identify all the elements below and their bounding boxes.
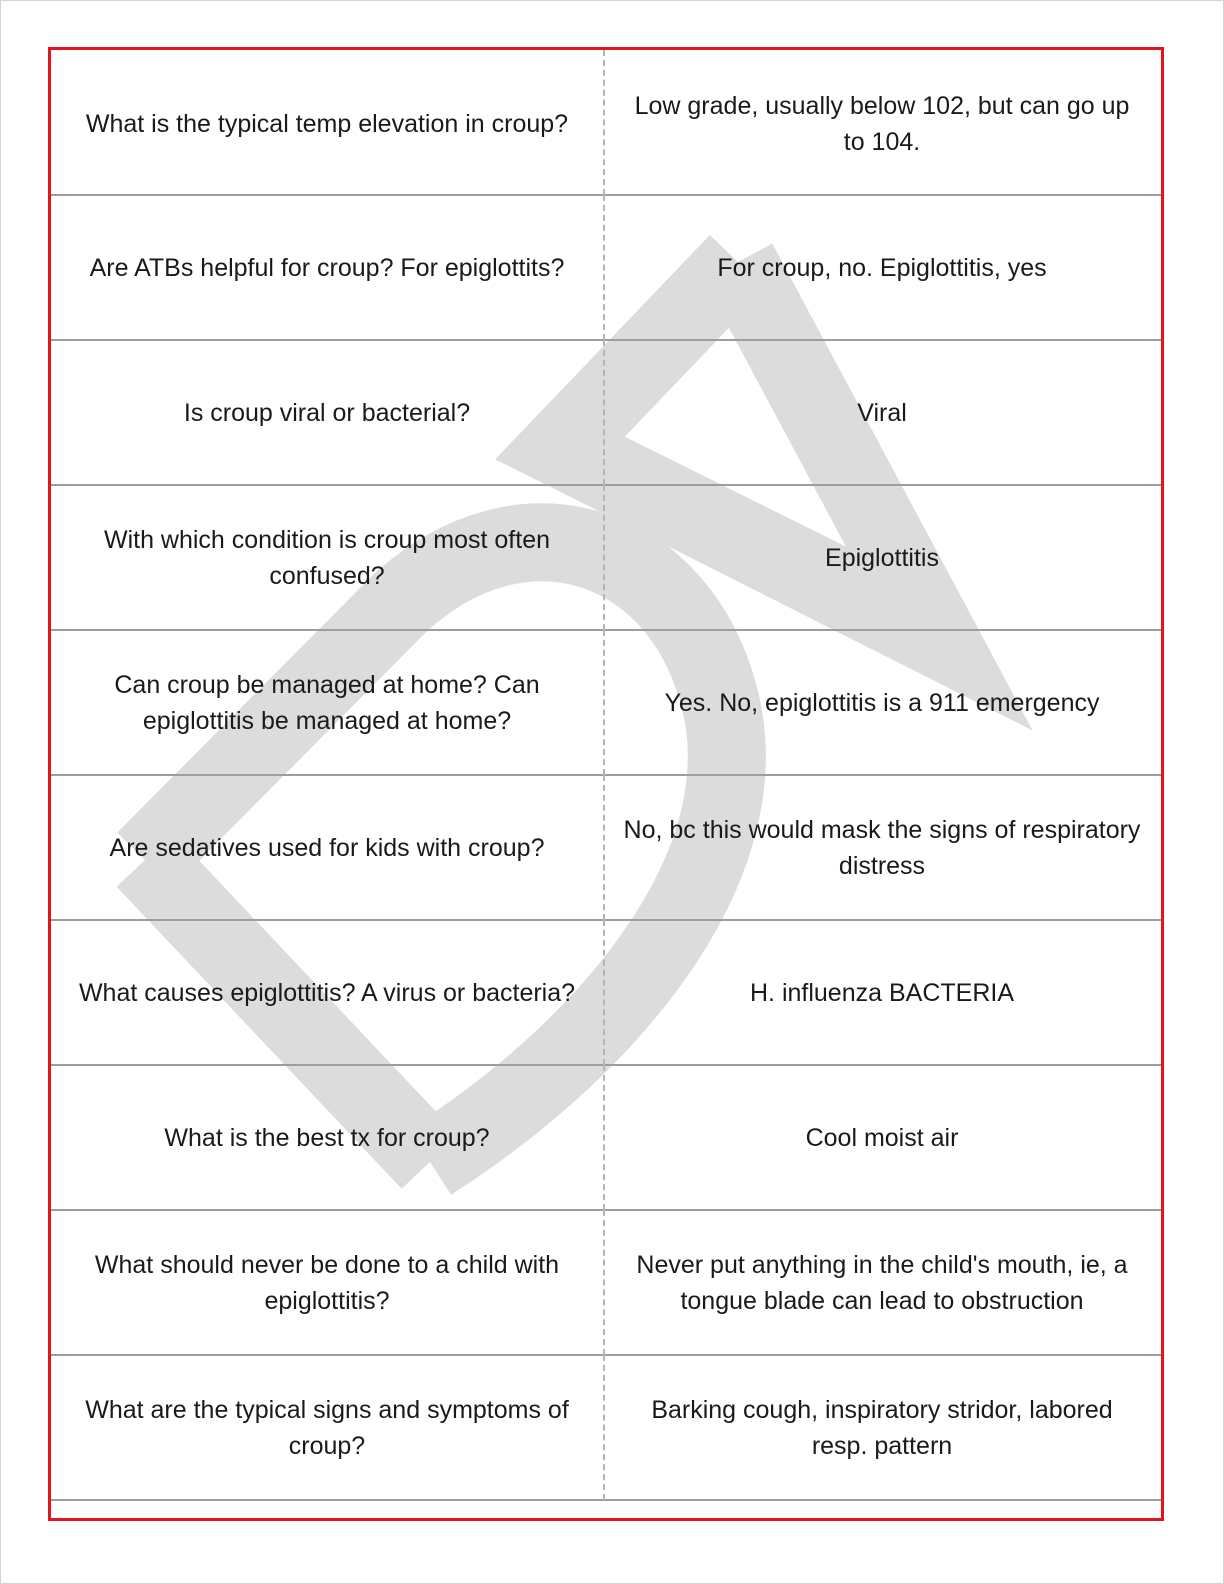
flashcard-answer: For croup, no. Epiglottitis, yes	[717, 253, 1047, 282]
flashcard-answer: Barking cough, inspiratory stridor, labored resp. pattern	[651, 1395, 1113, 1460]
flashcard-answer: Epiglottitis	[825, 543, 939, 572]
flashcard-question: What are the typical signs and symptoms of croup?	[51, 1355, 605, 1500]
flashcard-question: What is the best tx for croup?	[51, 1065, 605, 1210]
flashcard-question: What is the typical temp elevation in croup?	[51, 50, 605, 195]
flashcard-question: What causes epiglottitis? A virus or bacteria?	[51, 920, 605, 1065]
flashcard-answer: Viral	[857, 398, 907, 427]
flashcard-row	[51, 485, 1161, 630]
flashcard-row	[51, 195, 1161, 340]
flashcard-row	[51, 340, 1161, 485]
flashcard-question: Are ATBs helpful for croup? For epiglottits?	[51, 195, 605, 340]
flashcard-row	[51, 1355, 1161, 1500]
flashcard-answer: H. influenza BACTERIA	[750, 978, 1014, 1007]
flashcard-answer: No, bc this would mask the signs of respiratory distress	[623, 815, 1141, 880]
flashcard-row	[51, 920, 1161, 1065]
flashcard-row	[51, 1210, 1161, 1355]
flashcard-question: With which condition is croup most often confused?	[51, 485, 605, 630]
flashcard-answer: Cool moist air	[805, 1123, 959, 1152]
flashcard-question: Can croup be managed at home? Can epiglottitis be managed at home?	[51, 630, 605, 775]
flashcard-row	[51, 775, 1161, 920]
flashcard-answer: Yes. No, epiglottitis is a 911 emergency	[664, 688, 1100, 717]
flashcard-row	[51, 50, 1161, 195]
flashcard-row	[51, 1065, 1161, 1210]
flashcard-row	[51, 630, 1161, 775]
flashcard-answer: Never put anything in the child's mouth, ie, a tongue blade can lead to obstruction	[636, 1250, 1128, 1315]
flashcard-question: Is croup viral or bacterial?	[51, 340, 605, 485]
flashcard-question: What should never be done to a child with epiglottitis?	[51, 1210, 605, 1355]
flashcard-question: Are sedatives used for kids with croup?	[51, 775, 605, 920]
flashcard-grid	[51, 50, 1161, 1500]
flashcard-answer: Low grade, usually below 102, but can go up to 104.	[634, 91, 1130, 156]
